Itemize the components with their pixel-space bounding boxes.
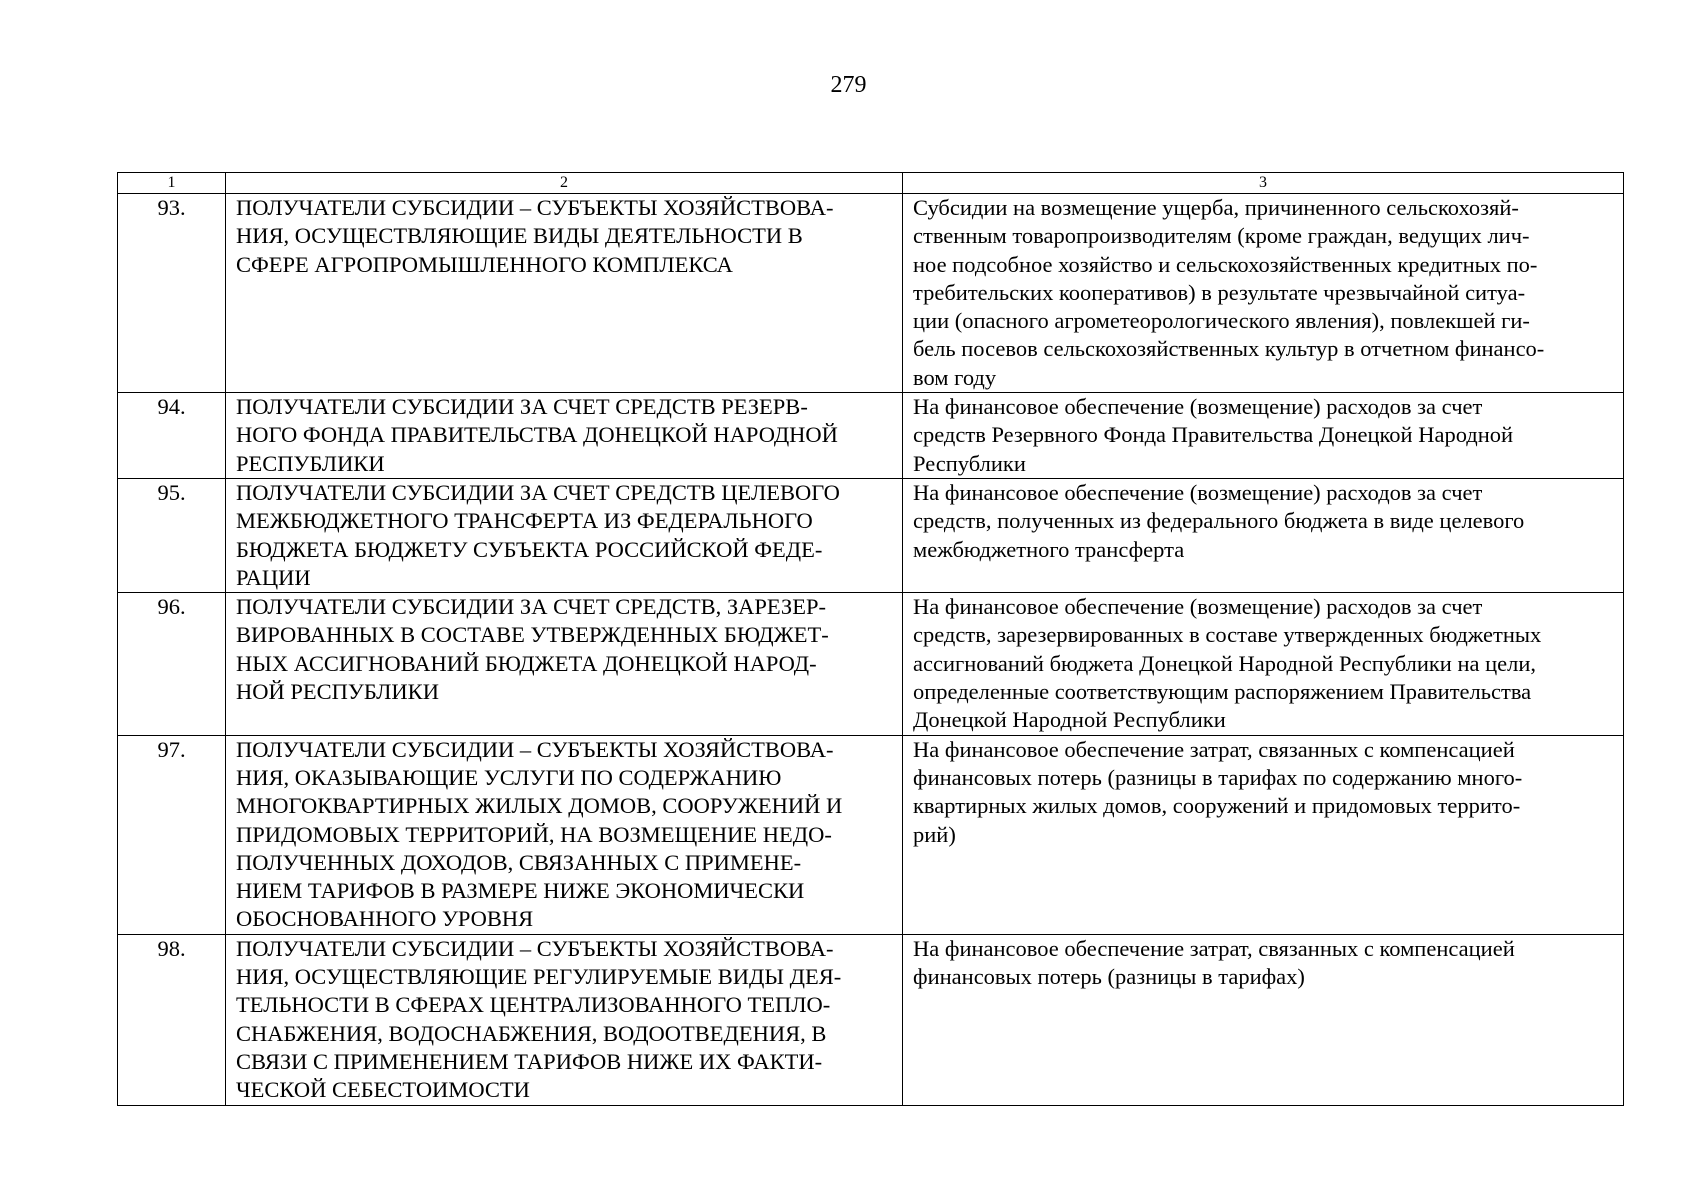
description-cell — [903, 393, 1624, 479]
recipient-line: ЧЕСКОЙ СЕБЕСТОИМОСТИ — [236, 1077, 530, 1103]
column-header-2: 2 — [226, 173, 903, 194]
description-line: Республики — [913, 450, 1026, 476]
row-number: 93. — [118, 194, 226, 393]
recipient-line: НИЯ, ОСУЩЕСТВЛЯЮЩИЕ РЕГУЛИРУЕМЫЕ ВИДЫ ДЕЯ- — [236, 964, 842, 990]
recipient-line: ОБОСНОВАННОГО УРОВНЯ — [236, 906, 534, 932]
table-row — [118, 194, 1624, 393]
description-cell — [903, 934, 1624, 1105]
recipient-line: РАЦИИ — [236, 564, 311, 590]
page-number: 279 — [830, 72, 867, 98]
recipient-cell — [226, 393, 903, 479]
description-line: На финансовое обеспечение затрат, связанных с компенсацией — [913, 736, 1515, 762]
recipient-line: НИЯ, ОКАЗЫВАЮЩИЕ УСЛУГИ ПО СОДЕРЖАНИЮ — [236, 764, 782, 790]
recipient-cell — [226, 934, 903, 1105]
subsidy-recipients-table — [117, 172, 1624, 1106]
description-line: Донецкой Народной Республики — [913, 707, 1226, 733]
recipient-line: ПОЛУЧАТЕЛИ СУБСИДИИ ЗА СЧЕТ СРЕДСТВ ЦЕЛЕВОГО — [236, 479, 840, 505]
description-line: ственным товаропроизводителям (кроме граждан, ведущих лич- — [913, 223, 1530, 249]
recipient-line: СВЯЗИ С ПРИМЕНЕНИЕМ ТАРИФОВ НИЖЕ ИХ ФАКТИ- — [236, 1048, 823, 1074]
recipient-cell — [226, 593, 903, 735]
description-line: определенные соответствующим распоряжением Правительства — [913, 679, 1532, 705]
description-line: На финансовое обеспечение затрат, связанных с компенсацией — [913, 935, 1515, 961]
description-line: ное подсобное хозяйство и сельскохозяйственных кредитных по- — [913, 251, 1538, 277]
description-line: рий) — [913, 821, 956, 847]
recipient-line: БЮДЖЕТА БЮДЖЕТУ СУБЪЕКТА РОССИЙСКОЙ ФЕДЕ- — [236, 536, 823, 562]
description-line: На финансовое обеспечение (возмещение) расходов за счет — [913, 479, 1483, 505]
description-line: бель посевов сельскохозяйственных культур в отчетном финансо- — [913, 336, 1545, 362]
description-cell — [903, 735, 1624, 934]
recipient-line: ПОЛУЧЕННЫХ ДОХОДОВ, СВЯЗАННЫХ С ПРИМЕНЕ- — [236, 849, 802, 875]
description-line: средств Резервного Фонда Правительства Донецкой Народной — [913, 422, 1514, 448]
column-header-3: 3 — [903, 173, 1624, 194]
row-number: 98. — [118, 934, 226, 1105]
row-number: 94. — [118, 393, 226, 479]
table-row — [118, 478, 1624, 592]
recipient-line: ПОЛУЧАТЕЛИ СУБСИДИИ ЗА СЧЕТ СРЕДСТВ, ЗАРЕЗЕР- — [236, 594, 826, 620]
description-line: вом году — [913, 364, 997, 390]
recipient-line: ПОЛУЧАТЕЛИ СУБСИДИИ – СУБЪЕКТЫ ХОЗЯЙСТВОВА- — [236, 935, 834, 961]
description-line: ассигнований бюджета Донецкой Народной Республики на цели, — [913, 650, 1537, 676]
description-line: Субсидии на возмещение ущерба, причиненного сельскохозяй- — [913, 195, 1519, 220]
recipient-line: МЕЖБЮДЖЕТНОГО ТРАНСФЕРТА ИЗ ФЕДЕРАЛЬНОГО — [236, 508, 813, 534]
recipient-cell — [226, 735, 903, 934]
recipient-line: НИЯ, ОСУЩЕСТВЛЯЮЩИЕ ВИДЫ ДЕЯТЕЛЬНОСТИ В — [236, 223, 803, 249]
description-line: средств, зарезервированных в составе утвержденных бюджетных — [913, 622, 1542, 648]
description-line: квартирных жилых домов, сооружений и придомовых террито- — [913, 793, 1521, 819]
row-number: 96. — [118, 593, 226, 735]
description-line: финансовых потерь (разницы в тарифах) — [913, 964, 1305, 990]
description-cell — [903, 478, 1624, 592]
table-row — [118, 393, 1624, 479]
description-line: требительских кооперативов) в результате чрезвычайной ситуа- — [913, 279, 1526, 305]
table-row — [118, 593, 1624, 735]
recipient-cell — [226, 194, 903, 393]
recipient-cell — [226, 478, 903, 592]
recipient-line: ТЕЛЬНОСТИ В СФЕРАХ ЦЕНТРАЛИЗОВАННОГО ТЕПЛО- — [236, 992, 831, 1018]
recipient-line: ПОЛУЧАТЕЛИ СУБСИДИИ ЗА СЧЕТ СРЕДСТВ РЕЗЕРВ- — [236, 394, 808, 420]
table-row — [118, 735, 1624, 934]
recipient-line: НИЕМ ТАРИФОВ В РАЗМЕРЕ НИЖЕ ЭКОНОМИЧЕСКИ — [236, 878, 805, 904]
column-header-1: 1 — [118, 173, 226, 194]
recipient-line: МНОГОКВАРТИРНЫХ ЖИЛЫХ ДОМОВ, СООРУЖЕНИЙ И — [236, 793, 843, 819]
description-line: На финансовое обеспечение (возмещение) расходов за счет — [913, 394, 1483, 420]
row-number: 97. — [118, 735, 226, 934]
recipient-line: НЫХ АССИГНОВАНИЙ БЮДЖЕТА ДОНЕЦКОЙ НАРОД- — [236, 650, 817, 676]
recipient-line: РЕСПУБЛИКИ — [236, 450, 385, 476]
description-line: На финансовое обеспечение (возмещение) расходов за счет — [913, 594, 1483, 620]
description-line: межбюджетного трансферта — [913, 536, 1185, 562]
recipient-line: СНАБЖЕНИЯ, ВОДОСНАБЖЕНИЯ, ВОДООТВЕДЕНИЯ, В — [236, 1020, 827, 1046]
description-cell — [903, 194, 1624, 393]
table-row — [118, 934, 1624, 1105]
description-cell — [903, 593, 1624, 735]
description-line: финансовых потерь (разницы в тарифах по содержанию много- — [913, 764, 1523, 790]
recipient-line: НОГО ФОНДА ПРАВИТЕЛЬСТВА ДОНЕЦКОЙ НАРОДНОЙ — [236, 422, 838, 448]
recipient-line: СФЕРЕ АГРОПРОМЫШЛЕННОГО КОМПЛЕКСА — [236, 251, 733, 277]
recipient-line: ВИРОВАННЫХ В СОСТАВЕ УТВЕРЖДЕННЫХ БЮДЖЕТ- — [236, 622, 829, 648]
recipient-line: ПОЛУЧАТЕЛИ СУБСИДИИ – СУБЪЕКТЫ ХОЗЯЙСТВОВА- — [236, 736, 834, 762]
recipient-line: НОЙ РЕСПУБЛИКИ — [236, 679, 439, 705]
description-line: средств, полученных из федерального бюджета в виде целевого — [913, 508, 1525, 534]
recipient-line: ПОЛУЧАТЕЛИ СУБСИДИИ – СУБЪЕКТЫ ХОЗЯЙСТВОВА- — [236, 195, 834, 220]
row-number: 95. — [118, 478, 226, 592]
table-header-row — [118, 173, 1624, 194]
description-line: ции (опасного агрометеорологического явления), повлекшей ги- — [913, 308, 1530, 334]
recipient-line: ПРИДОМОВЫХ ТЕРРИТОРИЙ, НА ВОЗМЕЩЕНИЕ НЕДО- — [236, 821, 832, 847]
